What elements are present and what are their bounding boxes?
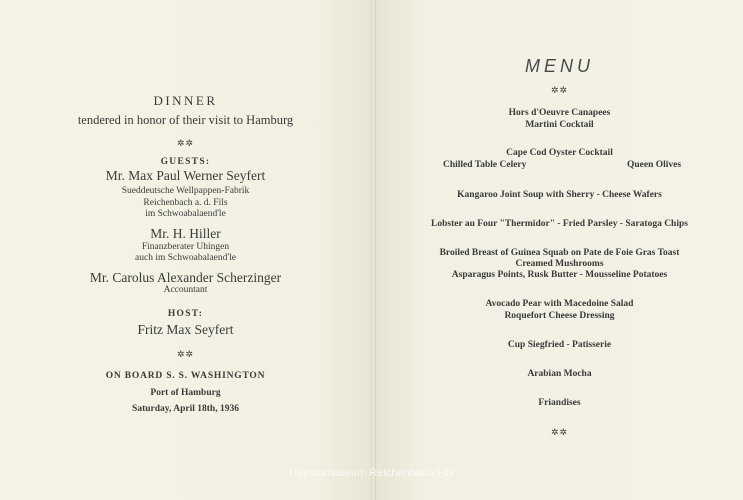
ship-line: ON BOARD S. S. WASHINGTON (105, 371, 266, 381)
star-ornament: ✲✲ (176, 138, 195, 148)
guest-detail: im Schwoabalaend'le (145, 209, 226, 219)
guest-name: Mr. Max Paul Werner Seyfert (105, 168, 266, 183)
menu-item: Arabian Mocha (527, 369, 592, 379)
left-page (0, 0, 371, 500)
host-label: HOST: (167, 309, 204, 319)
watermark-text: Heimatmuseum Reichenbach/Fils (289, 467, 454, 479)
guest-name: Mr. H. Hiller (150, 226, 221, 241)
menu-item: Avocado Pear with Macedoine Salad (485, 299, 634, 309)
menu-title: MENU (525, 56, 594, 76)
guest-detail: Sueddeutsche Wellpappen-Fabrik (121, 186, 250, 196)
date-line: Saturday, April 18th, 1936 (132, 404, 239, 414)
menu-item: Roquefort Cheese Dressing (504, 311, 615, 321)
menu-item: Creamed Mushrooms (515, 259, 604, 269)
menu-item: Cup Siegfried - Patisserie (507, 340, 612, 350)
star-ornament: ✲✲ (550, 85, 569, 95)
dinner-title: DINNER (153, 93, 218, 108)
guest-detail: Finanzberater Uhingen (141, 242, 230, 252)
guest-name: Mr. Carolus Alexander Scherzinger (89, 270, 282, 285)
star-ornament: ✲✲ (176, 349, 195, 359)
guest-detail: Reichenbach a. d. Fils (143, 198, 228, 208)
menu-item: Martini Cocktail (525, 120, 594, 130)
star-ornament: ✲✲ (550, 427, 569, 437)
menu-item: Chilled Table Celery (443, 160, 527, 170)
menu-item: Queen Olives (627, 160, 682, 170)
dinner-subtitle: tendered in honor of their visit to Hamburg (77, 113, 294, 127)
menu-item: Cape Cod Oyster Cocktail (506, 148, 613, 158)
guest-detail: Accountant (163, 285, 208, 295)
menu-item: Asparagus Points, Rusk Butter - Mousseline Potatoes (451, 270, 668, 280)
menu-item: Kangaroo Joint Soup with Sherry - Cheese Wafers (457, 190, 662, 200)
guest-detail: auch im Schwoabalaend'le (135, 253, 236, 263)
guests-label: GUESTS: (160, 157, 211, 167)
port-line: Port of Hamburg (150, 388, 221, 398)
menu-item: Broiled Breast of Guinea Squab on Pate de Foie Gras Toast (439, 248, 680, 258)
right-page (376, 0, 743, 500)
menu-item: Friandises (538, 398, 581, 408)
menu-item: Hors d'Oeuvre Canapees (508, 108, 611, 118)
host-name: Fritz Max Seyfert (137, 322, 234, 337)
menu-item: Lobster au Four "Thermidor" - Fried Parsley - Saratoga Chips (431, 219, 688, 229)
